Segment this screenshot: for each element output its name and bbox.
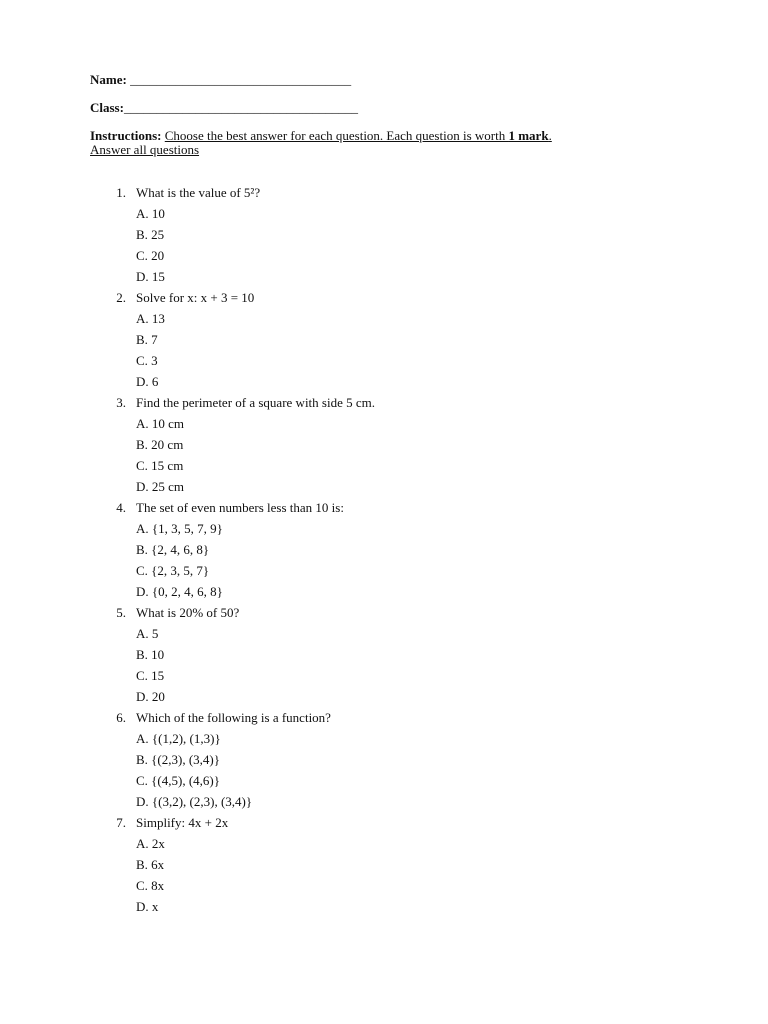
question-text: Find the perimeter of a square with side 5 cm. bbox=[136, 395, 375, 410]
question-text: What is 20% of 50? bbox=[136, 605, 240, 620]
question-text: Solve for x: x + 3 = 10 bbox=[136, 290, 255, 305]
name-label: Name: bbox=[90, 72, 127, 87]
instructions-line-2: Answer all questions bbox=[90, 142, 200, 157]
question-item bbox=[112, 605, 632, 710]
answer-option[interactable]: C. 20 bbox=[136, 248, 165, 263]
name-line bbox=[90, 72, 351, 88]
answer-option[interactable]: C. {(4,5), (4,6)} bbox=[136, 773, 220, 788]
answer-option[interactable]: A. 2x bbox=[136, 836, 165, 851]
answer-option[interactable]: A. 10 bbox=[136, 206, 165, 221]
class-label: Class: bbox=[90, 100, 124, 115]
answer-option[interactable]: D. 15 bbox=[136, 269, 165, 284]
answer-option[interactable]: A. {1, 3, 5, 7, 9} bbox=[136, 521, 223, 536]
class-blank: ____________________________________ bbox=[123, 100, 358, 115]
question-number: 5. bbox=[116, 605, 126, 620]
question-item bbox=[112, 710, 632, 815]
instructions-text bbox=[165, 128, 552, 143]
instructions-text-part2: . bbox=[548, 128, 552, 143]
question-item bbox=[112, 290, 632, 395]
answer-option[interactable]: C. 3 bbox=[136, 353, 158, 368]
question-number: 3. bbox=[116, 395, 126, 410]
name-blank: __________________________________ bbox=[130, 72, 352, 87]
answer-option[interactable]: B. 6x bbox=[136, 857, 165, 872]
answer-option[interactable]: B. 10 bbox=[136, 647, 165, 662]
answer-option[interactable]: A. 5 bbox=[136, 626, 159, 641]
question-text: What is the value of 5²? bbox=[136, 185, 261, 200]
answer-option[interactable]: B. {(2,3), (3,4)} bbox=[136, 752, 220, 767]
answer-option[interactable]: C. 15 cm bbox=[136, 458, 184, 473]
answer-option[interactable]: D. 25 cm bbox=[136, 479, 185, 494]
question-item bbox=[112, 185, 632, 290]
question-number: 7. bbox=[116, 815, 126, 830]
answer-option[interactable]: B. 7 bbox=[136, 332, 158, 347]
answer-option[interactable]: D. {0, 2, 4, 6, 8} bbox=[136, 584, 223, 599]
answer-option[interactable]: D. {(3,2), (2,3), (3,4)} bbox=[136, 794, 253, 809]
question-item bbox=[112, 395, 632, 500]
answer-option[interactable]: B. {2, 4, 6, 8} bbox=[136, 542, 210, 557]
answer-option[interactable]: A. {(1,2), (1,3)} bbox=[136, 731, 221, 746]
class-line bbox=[90, 100, 358, 116]
answer-option[interactable]: D. x bbox=[136, 899, 159, 914]
answer-option[interactable]: A. 10 cm bbox=[136, 416, 185, 431]
answer-option[interactable]: B. 25 bbox=[136, 227, 165, 242]
answer-option[interactable]: C. {2, 3, 5, 7} bbox=[136, 563, 210, 578]
instructions-label: Instructions: bbox=[90, 128, 162, 143]
instructions-mark: 1 mark bbox=[508, 128, 549, 143]
answer-option[interactable]: D. 6 bbox=[136, 374, 159, 389]
question-text: Which of the following is a function? bbox=[136, 710, 331, 725]
answer-option[interactable]: C. 15 bbox=[136, 668, 165, 683]
question-number: 4. bbox=[116, 500, 126, 515]
question-number: 2. bbox=[116, 290, 126, 305]
question-number: 1. bbox=[116, 185, 126, 200]
question-number: 6. bbox=[116, 710, 126, 725]
answer-option[interactable]: D. 20 bbox=[136, 689, 165, 704]
question-item bbox=[112, 500, 632, 605]
question-text: The set of even numbers less than 10 is: bbox=[136, 500, 344, 515]
answer-option[interactable]: B. 20 cm bbox=[136, 437, 184, 452]
question-text: Simplify: 4x + 2x bbox=[136, 815, 229, 830]
question-item bbox=[112, 815, 632, 920]
instructions-text-part1: Choose the best answer for each question. Each question is worth bbox=[164, 128, 509, 143]
answer-option[interactable]: C. 8x bbox=[136, 878, 165, 893]
answer-option[interactable]: A. 13 bbox=[136, 311, 165, 326]
